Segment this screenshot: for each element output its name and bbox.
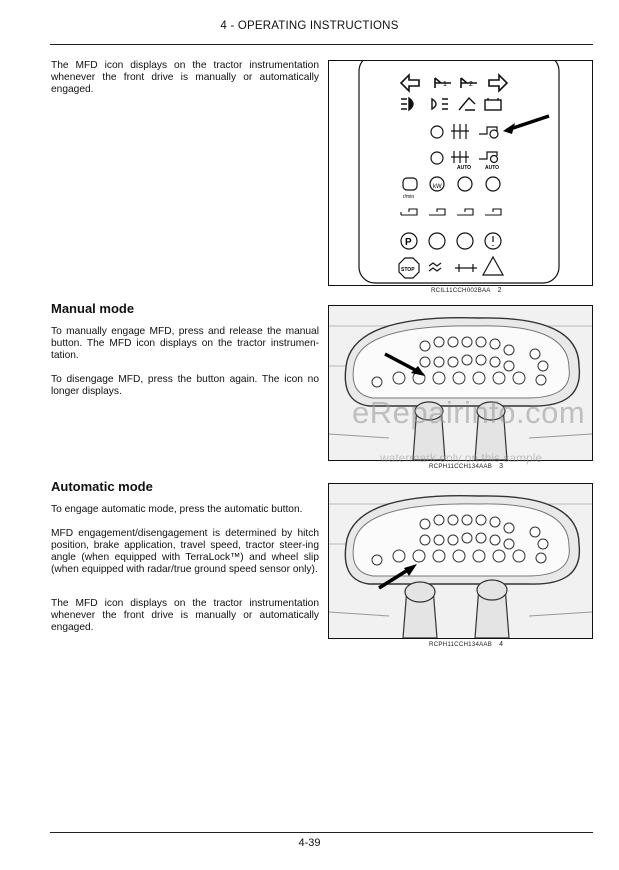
automatic-mode-heading: Automatic mode (51, 479, 153, 494)
automatic-mode-paragraph-3: The MFD icon displays on the tractor instrumentation whenever the front drive is manually or automatically engaged. (51, 598, 319, 634)
page-header: 4 - OPERATING INSTRUCTIONS (220, 20, 399, 32)
manual-mode-paragraph-1: To manually engage MFD, press and release the manual button. The MFD icon displays on the tractor instrumen-tation. (51, 326, 319, 362)
figure-2-number: 2 (497, 287, 502, 294)
auto-label-2: AUTO (485, 165, 500, 171)
watermark-sub: watermark only on this sample (380, 451, 543, 465)
automatic-mode-paragraph-1: To engage automatic mode, press the automatic button. (51, 504, 303, 515)
figure-2-caption (431, 287, 502, 294)
diff-lock-auto-icon (451, 151, 469, 163)
manual-mode-paragraph-2: To disengage MFD, press the button again. The icon no longer displays. (51, 374, 319, 398)
figure-manual-console (328, 305, 593, 461)
automatic-console-illustration (329, 484, 592, 638)
park-label: P (405, 237, 412, 248)
turn-1-label: 1 (443, 81, 447, 88)
intro-paragraph: The MFD icon displays on the tractor instrumentation whenever the front drive is manually or automatically engaged. (51, 60, 319, 96)
figure-icon-panel (328, 60, 593, 286)
figure-automatic-console (328, 483, 593, 639)
automatic-mode-paragraph-2: MFD engagement/disengagement is determined by hitch position, brake application, travel speed, tractor steer-ing angle (when equipped with TerraLock™) and wheel slip (when equipped with radar/true ground speed sensor only). (51, 528, 319, 576)
manual-console-illustration (329, 306, 592, 460)
rpm-label: r/min (403, 194, 415, 200)
instrument-panel-illustration (329, 61, 592, 285)
auto-label-1: AUTO (457, 165, 472, 171)
figure-4-code: RCPH11CCH134AAB (429, 641, 493, 648)
figure-4-number: 4 (499, 641, 504, 648)
turn-2-label: 2 (469, 81, 473, 88)
header-rule (50, 44, 593, 45)
diff-lock-icon (451, 124, 469, 139)
watermark-main: eRepairinfo.com (352, 395, 586, 430)
manual-mode-heading: Manual mode (51, 301, 135, 316)
footer-rule (50, 832, 593, 833)
kw-label: kW (433, 184, 442, 190)
figure-3-number: 3 (499, 463, 504, 470)
figure-4-caption (429, 641, 503, 648)
stop-label: STOP (401, 267, 415, 273)
page-number: 4-39 (298, 837, 321, 849)
figure-3-code: RCPH11CCH134AAB (429, 463, 493, 470)
figure-2-code: RCIL11CCH002BAA (431, 287, 491, 294)
